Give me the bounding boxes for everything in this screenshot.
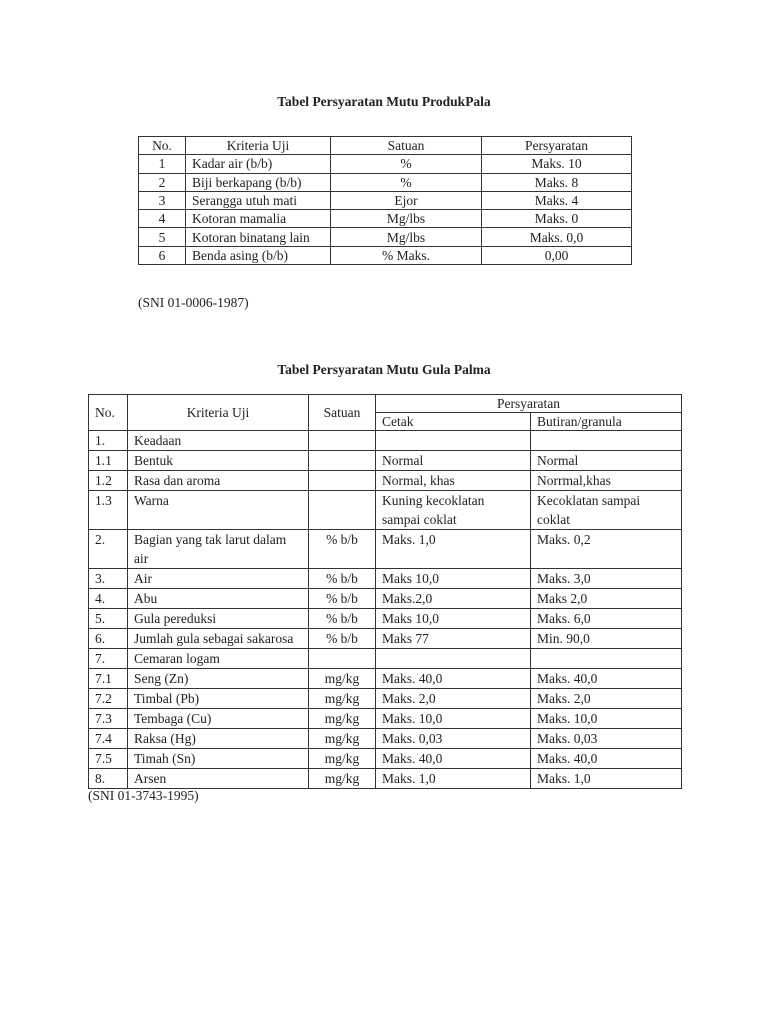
table2-source: (SNI 01-3743-1995) <box>88 788 199 803</box>
table-cell: % <box>331 173 482 191</box>
table-cell: Maks. 1,0 <box>376 769 531 789</box>
table-header-row <box>139 137 632 155</box>
table-cell: Bagian yang tak larut dalam air <box>128 530 309 569</box>
table-cell: 7.5 <box>89 749 128 769</box>
table-cell: 6 <box>139 246 186 264</box>
table-cell: mg/kg <box>309 709 376 729</box>
table-cell: Maks. 4 <box>482 191 632 209</box>
table-cell: % <box>331 155 482 173</box>
table-cell: 3. <box>89 569 128 589</box>
table-cell: Kecoklatan sampai coklat <box>531 491 682 530</box>
table-row <box>89 669 682 689</box>
table-row <box>89 491 682 530</box>
table-cell: 7.4 <box>89 729 128 749</box>
table-cell: % b/b <box>309 609 376 629</box>
header-butiran: Butiran/granula <box>531 413 682 431</box>
palm-sugar-quality-table <box>88 394 682 789</box>
table-cell: % Maks. <box>331 246 482 264</box>
header-criteria: Kriteria Uji <box>128 395 309 431</box>
table-cell: Maks. 0,03 <box>376 729 531 749</box>
table-row <box>139 155 632 173</box>
table-cell: Gula pereduksi <box>128 609 309 629</box>
table-row <box>89 569 682 589</box>
table-cell <box>309 451 376 471</box>
table-cell: mg/kg <box>309 769 376 789</box>
table-cell: Normal, khas <box>376 471 531 491</box>
table-cell: 6. <box>89 629 128 649</box>
table-cell: Mg/lbs <box>331 228 482 246</box>
table-cell: % b/b <box>309 530 376 569</box>
table-cell: Timbal (Pb) <box>128 689 309 709</box>
table-cell: Maks. 10,0 <box>376 709 531 729</box>
table-cell: mg/kg <box>309 729 376 749</box>
table-header-row <box>89 395 682 413</box>
table-cell: Abu <box>128 589 309 609</box>
table-cell: 1.1 <box>89 451 128 471</box>
table-cell: Min. 90,0 <box>531 629 682 649</box>
header-no: No. <box>89 395 128 431</box>
header-requirement: Persyaratan <box>376 395 682 413</box>
table-row <box>89 629 682 649</box>
table-cell: Biji berkapang (b/b) <box>186 173 331 191</box>
table-cell: Maks. 3,0 <box>531 569 682 589</box>
table-cell: Maks. 40,0 <box>376 749 531 769</box>
table-row <box>139 246 632 264</box>
table-cell: Warna <box>128 491 309 530</box>
table-cell: Maks. 10 <box>482 155 632 173</box>
table1-source: (SNI 01-0006-1987) <box>138 295 249 310</box>
table-cell: Seng (Zn) <box>128 669 309 689</box>
table-cell <box>309 649 376 669</box>
table-cell: 1.2 <box>89 471 128 491</box>
table-cell: mg/kg <box>309 689 376 709</box>
header-unit: Satuan <box>331 137 482 155</box>
table-cell: Jumlah gula sebagai sakarosa <box>128 629 309 649</box>
table-row <box>89 709 682 729</box>
table-cell: 7.2 <box>89 689 128 709</box>
table-cell: 5. <box>89 609 128 629</box>
table-cell: Norrmal,khas <box>531 471 682 491</box>
table1-title: Tabel Persyaratan Mutu ProdukPala <box>277 94 491 109</box>
table-cell: 7.1 <box>89 669 128 689</box>
table-cell: Maks. 1,0 <box>376 530 531 569</box>
table-cell: 7.3 <box>89 709 128 729</box>
table-cell: Maks. 8 <box>482 173 632 191</box>
table-cell: Maks. 40,0 <box>531 669 682 689</box>
table-cell: 5 <box>139 228 186 246</box>
header-requirement: Persyaratan <box>482 137 632 155</box>
table-cell: Serangga utuh mati <box>186 191 331 209</box>
table-cell: Rasa dan aroma <box>128 471 309 491</box>
table-cell: Benda asing (b/b) <box>186 246 331 264</box>
table-cell: 8. <box>89 769 128 789</box>
table-cell: Maks. 0,2 <box>531 530 682 569</box>
table-row <box>89 749 682 769</box>
table-cell: Mg/lbs <box>331 210 482 228</box>
table-cell: 1.3 <box>89 491 128 530</box>
table-row <box>89 451 682 471</box>
table-cell: % b/b <box>309 629 376 649</box>
table-cell: 0,00 <box>482 246 632 264</box>
table-cell: Maks.2,0 <box>376 589 531 609</box>
table-cell: Maks 2,0 <box>531 589 682 609</box>
table-cell <box>309 491 376 530</box>
table-cell: Bentuk <box>128 451 309 471</box>
table-cell <box>376 649 531 669</box>
header-criteria: Kriteria Uji <box>186 137 331 155</box>
table-cell: Air <box>128 569 309 589</box>
table-cell: Normal <box>531 451 682 471</box>
table-row <box>89 769 682 789</box>
table-cell: Maks. 0,0 <box>482 228 632 246</box>
table-cell: 1 <box>139 155 186 173</box>
table-cell: Maks. 0,03 <box>531 729 682 749</box>
table-cell: Raksa (Hg) <box>128 729 309 749</box>
table-cell: 4. <box>89 589 128 609</box>
nutmeg-quality-table <box>138 136 632 265</box>
table-cell: mg/kg <box>309 749 376 769</box>
table-cell: Keadaan <box>128 431 309 451</box>
table-cell: Maks. 40,0 <box>531 749 682 769</box>
table-cell: Kuning kecoklatan sampai coklat <box>376 491 531 530</box>
table-row <box>89 609 682 629</box>
table-cell: Maks. 1,0 <box>531 769 682 789</box>
table-cell: Maks. 2,0 <box>376 689 531 709</box>
header-cetak: Cetak <box>376 413 531 431</box>
table-cell: Kotoran binatang lain <box>186 228 331 246</box>
table-row <box>89 530 682 569</box>
table-cell: 2 <box>139 173 186 191</box>
table-cell <box>376 431 531 451</box>
table-cell <box>531 431 682 451</box>
table-cell: Normal <box>376 451 531 471</box>
table-cell: Maks. 0 <box>482 210 632 228</box>
table-row <box>139 210 632 228</box>
table-cell: % b/b <box>309 569 376 589</box>
table-cell: 3 <box>139 191 186 209</box>
table-row <box>89 729 682 749</box>
table-cell <box>309 471 376 491</box>
table-row <box>139 191 632 209</box>
table2-title: Tabel Persyaratan Mutu Gula Palma <box>277 362 491 377</box>
table-cell: Arsen <box>128 769 309 789</box>
table-cell: Maks 10,0 <box>376 569 531 589</box>
table-cell: % b/b <box>309 589 376 609</box>
table-row <box>89 649 682 669</box>
table-cell: Maks 10,0 <box>376 609 531 629</box>
table-cell: Timah (Sn) <box>128 749 309 769</box>
table-cell: 7. <box>89 649 128 669</box>
table-cell: Cemaran logam <box>128 649 309 669</box>
table-cell: Maks. 40,0 <box>376 669 531 689</box>
table-row <box>89 589 682 609</box>
table-cell: mg/kg <box>309 669 376 689</box>
table-row <box>89 689 682 709</box>
table-cell <box>531 649 682 669</box>
table-cell: 1. <box>89 431 128 451</box>
table-cell: 4 <box>139 210 186 228</box>
table-cell: Tembaga (Cu) <box>128 709 309 729</box>
table-cell: Kotoran mamalia <box>186 210 331 228</box>
table-cell: Ejor <box>331 191 482 209</box>
table-row <box>89 431 682 451</box>
header-unit: Satuan <box>309 395 376 431</box>
table-row <box>139 173 632 191</box>
table-row <box>139 228 632 246</box>
table-cell <box>309 431 376 451</box>
table-cell: Maks. 6,0 <box>531 609 682 629</box>
header-no: No. <box>139 137 186 155</box>
table-cell: Maks 77 <box>376 629 531 649</box>
table-row <box>89 471 682 491</box>
table-cell: Maks. 10,0 <box>531 709 682 729</box>
table-cell: Maks. 2,0 <box>531 689 682 709</box>
table-cell: 2. <box>89 530 128 569</box>
table-cell: Kadar air (b/b) <box>186 155 331 173</box>
